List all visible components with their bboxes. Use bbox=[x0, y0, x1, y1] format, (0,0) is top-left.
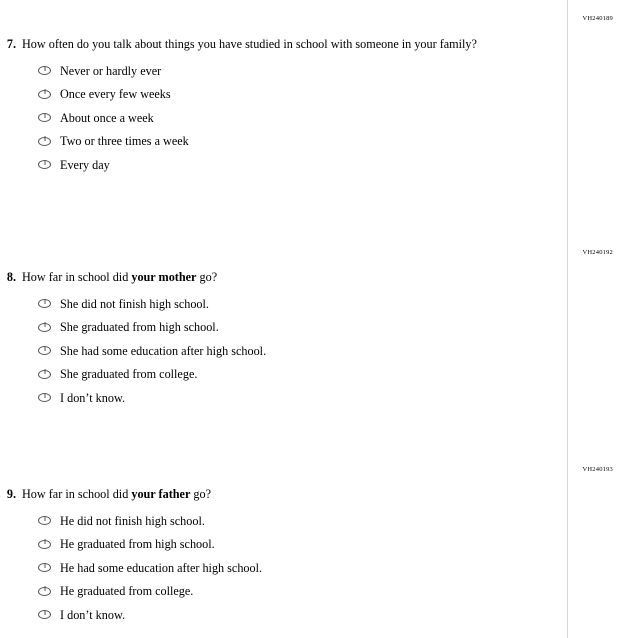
answer-options-8 bbox=[0, 292, 567, 410]
answer-option[interactable] bbox=[38, 603, 567, 627]
radio-bubble-icon[interactable] bbox=[38, 137, 51, 146]
answer-option[interactable] bbox=[38, 130, 567, 154]
radio-bubble-icon[interactable] bbox=[38, 346, 51, 355]
radio-bubble-icon[interactable] bbox=[38, 90, 51, 99]
question-text-9-part2: go? bbox=[190, 487, 212, 501]
answer-option-label: He had some education after high school. bbox=[60, 560, 263, 575]
answer-option-label: I don’t know. bbox=[60, 607, 125, 622]
radio-bubble-icon[interactable] bbox=[38, 393, 51, 402]
question-text-9-part1: How far in school did bbox=[22, 487, 132, 501]
answer-option[interactable] bbox=[38, 386, 567, 410]
question-text-8 bbox=[22, 269, 217, 285]
question-block-8 bbox=[0, 269, 567, 410]
question-block-7 bbox=[0, 36, 567, 177]
question-text-9-emphasis: your father bbox=[131, 487, 191, 501]
radio-bubble-icon[interactable] bbox=[38, 323, 51, 332]
answer-option[interactable] bbox=[38, 533, 567, 557]
answer-option-label: Every day bbox=[60, 157, 110, 172]
radio-bubble-icon[interactable] bbox=[38, 370, 51, 379]
radio-bubble-icon[interactable] bbox=[38, 113, 51, 122]
radio-bubble-icon[interactable] bbox=[38, 66, 51, 75]
answer-option[interactable] bbox=[38, 59, 567, 83]
question-id-code: VH240193 bbox=[582, 466, 613, 473]
answer-option[interactable] bbox=[38, 363, 567, 387]
answer-option-label: She graduated from college. bbox=[60, 367, 198, 382]
answer-option[interactable] bbox=[38, 580, 567, 604]
answer-option[interactable] bbox=[38, 509, 567, 533]
answer-option-label: About once a week bbox=[60, 110, 154, 125]
question-text-8-part1: How far in school did bbox=[22, 270, 132, 284]
radio-bubble-icon[interactable] bbox=[38, 610, 51, 619]
question-block-9 bbox=[0, 486, 567, 627]
radio-bubble-icon[interactable] bbox=[38, 516, 51, 525]
radio-bubble-icon[interactable] bbox=[38, 540, 51, 549]
answer-option-label: Never or hardly ever bbox=[60, 63, 162, 78]
answer-options-7 bbox=[0, 59, 567, 177]
question-text-8-part2: go? bbox=[196, 270, 218, 284]
answer-option-label: She graduated from high school. bbox=[60, 320, 219, 335]
question-text-8-emphasis: your mother bbox=[131, 270, 197, 284]
question-id-code: VH240192 bbox=[582, 249, 613, 256]
answer-option[interactable] bbox=[38, 153, 567, 177]
answer-option[interactable] bbox=[38, 556, 567, 580]
answer-option-label: Two or three times a week bbox=[60, 134, 189, 149]
radio-bubble-icon[interactable] bbox=[38, 563, 51, 572]
answer-option-label: He graduated from college. bbox=[60, 584, 194, 599]
answer-option[interactable] bbox=[38, 339, 567, 363]
question-text-9 bbox=[22, 486, 211, 502]
question-number-7: 7. bbox=[6, 37, 16, 51]
answer-option[interactable] bbox=[38, 292, 567, 316]
answer-option-label: Once every few weeks bbox=[60, 87, 171, 102]
question-id-code: VH240189 bbox=[582, 15, 613, 22]
answer-option[interactable] bbox=[38, 83, 567, 107]
page-margin-rule bbox=[567, 0, 568, 638]
answer-option-label: I don’t know. bbox=[60, 390, 125, 405]
answer-option[interactable] bbox=[38, 106, 567, 130]
answer-option-label: He did not finish high school. bbox=[60, 513, 205, 528]
answer-option-label: She had some education after high school. bbox=[60, 343, 267, 358]
question-text-7: How often do you talk about things you have studied in school with someone in your family? bbox=[22, 37, 477, 51]
radio-bubble-icon[interactable] bbox=[38, 587, 51, 596]
question-heading-9 bbox=[0, 486, 567, 502]
question-heading-7 bbox=[0, 36, 567, 52]
question-number-9: 9. bbox=[6, 487, 16, 501]
radio-bubble-icon[interactable] bbox=[38, 299, 51, 308]
question-number-8: 8. bbox=[6, 270, 16, 284]
question-heading-8 bbox=[0, 269, 567, 285]
radio-bubble-icon[interactable] bbox=[38, 160, 51, 169]
answer-option-label: She did not finish high school. bbox=[60, 296, 209, 311]
answer-option-label: He graduated from high school. bbox=[60, 537, 215, 552]
answer-options-9 bbox=[0, 509, 567, 627]
answer-option[interactable] bbox=[38, 316, 567, 340]
